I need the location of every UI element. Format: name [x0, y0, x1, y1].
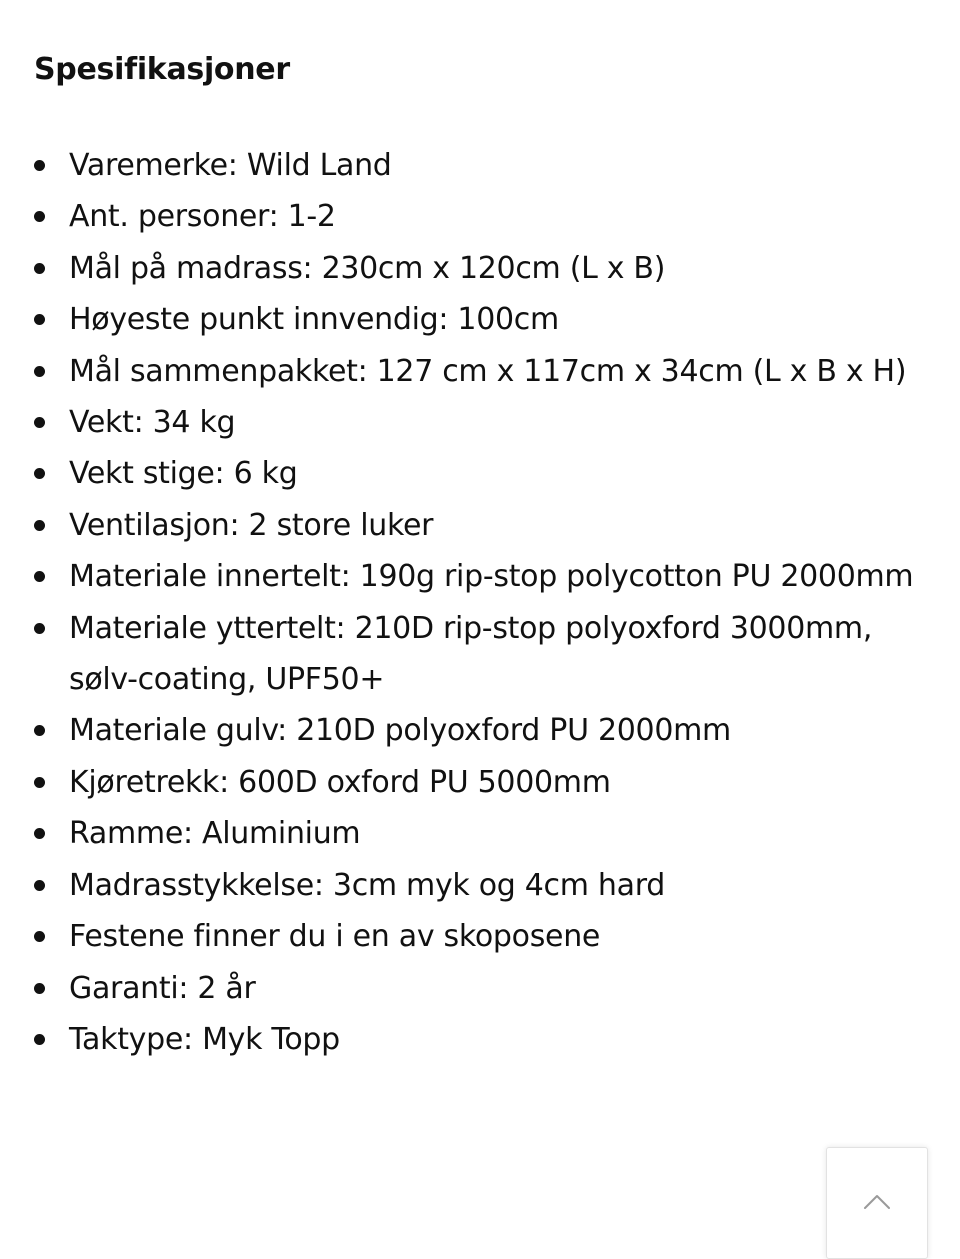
list-item [34, 140, 914, 191]
spec-text: Materiale gulv: 210D polyoxford PU 2000mm [69, 713, 731, 749]
list-item [34, 860, 914, 911]
bullet-icon [34, 1034, 45, 1045]
bullet-icon [34, 263, 45, 274]
bullet-icon [34, 725, 45, 736]
spec-text: Ventilasjon: 2 store luker [69, 507, 434, 543]
list-item [34, 551, 914, 602]
list-item [34, 911, 914, 962]
bullet-icon [34, 931, 45, 942]
spec-text: Materiale innertelt: 190g rip-stop polycotton PU 2000mm [69, 559, 914, 595]
list-item [34, 500, 914, 551]
list-item [34, 757, 914, 808]
list-item [34, 963, 914, 1014]
spec-text: Kjøretrekk: 600D oxford PU 5000mm [69, 764, 611, 800]
list-item [34, 448, 914, 499]
bullet-icon [34, 366, 45, 377]
bullet-icon [34, 777, 45, 788]
list-item [34, 808, 914, 859]
list-item [34, 1014, 914, 1065]
bullet-icon [34, 520, 45, 531]
bullet-icon [34, 211, 45, 222]
list-item [34, 603, 914, 706]
spec-text: Mål sammenpakket: 127 cm x 117cm x 34cm (L x B x H) [69, 353, 907, 389]
bullet-icon [34, 417, 45, 428]
spec-text: Høyeste punkt innvendig: 100cm [69, 302, 559, 338]
bullet-icon [34, 880, 45, 891]
bullet-icon [34, 314, 45, 325]
spec-text: Festene finner du i en av skoposene [69, 919, 601, 955]
scroll-to-top-button[interactable] [826, 1147, 928, 1259]
spec-text: Taktype: Myk Topp [69, 1021, 340, 1057]
bullet-icon [34, 468, 45, 479]
spec-list [34, 140, 914, 1065]
chevron-up-icon [862, 1186, 892, 1216]
bullet-icon [34, 623, 45, 634]
section-title: Spesifikasjoner [34, 52, 290, 87]
spec-text: Vekt: 34 kg [69, 405, 236, 441]
list-item [34, 294, 914, 345]
spec-text: Madrasstykkelse: 3cm myk og 4cm hard [69, 867, 665, 903]
list-item [34, 705, 914, 756]
bullet-icon [34, 160, 45, 171]
spec-text: Vekt stige: 6 kg [69, 456, 298, 492]
bullet-icon [34, 571, 45, 582]
list-item [34, 397, 914, 448]
spec-text: Materiale yttertelt: 210D rip-stop polyoxford 3000mm, sølv-coating, UPF50+ [69, 610, 873, 698]
bullet-icon [34, 983, 45, 994]
spec-text: Ramme: Aluminium [69, 816, 361, 852]
list-item [34, 243, 914, 294]
spec-text: Mål på madrass: 230cm x 120cm (L x B) [69, 250, 666, 286]
bullet-icon [34, 828, 45, 839]
spec-text: Varemerke: Wild Land [69, 148, 392, 183]
spec-text: Garanti: 2 år [69, 970, 256, 1006]
spec-text: Ant. personer: 1-2 [69, 199, 336, 235]
list-item [34, 191, 914, 242]
list-item [34, 346, 914, 397]
